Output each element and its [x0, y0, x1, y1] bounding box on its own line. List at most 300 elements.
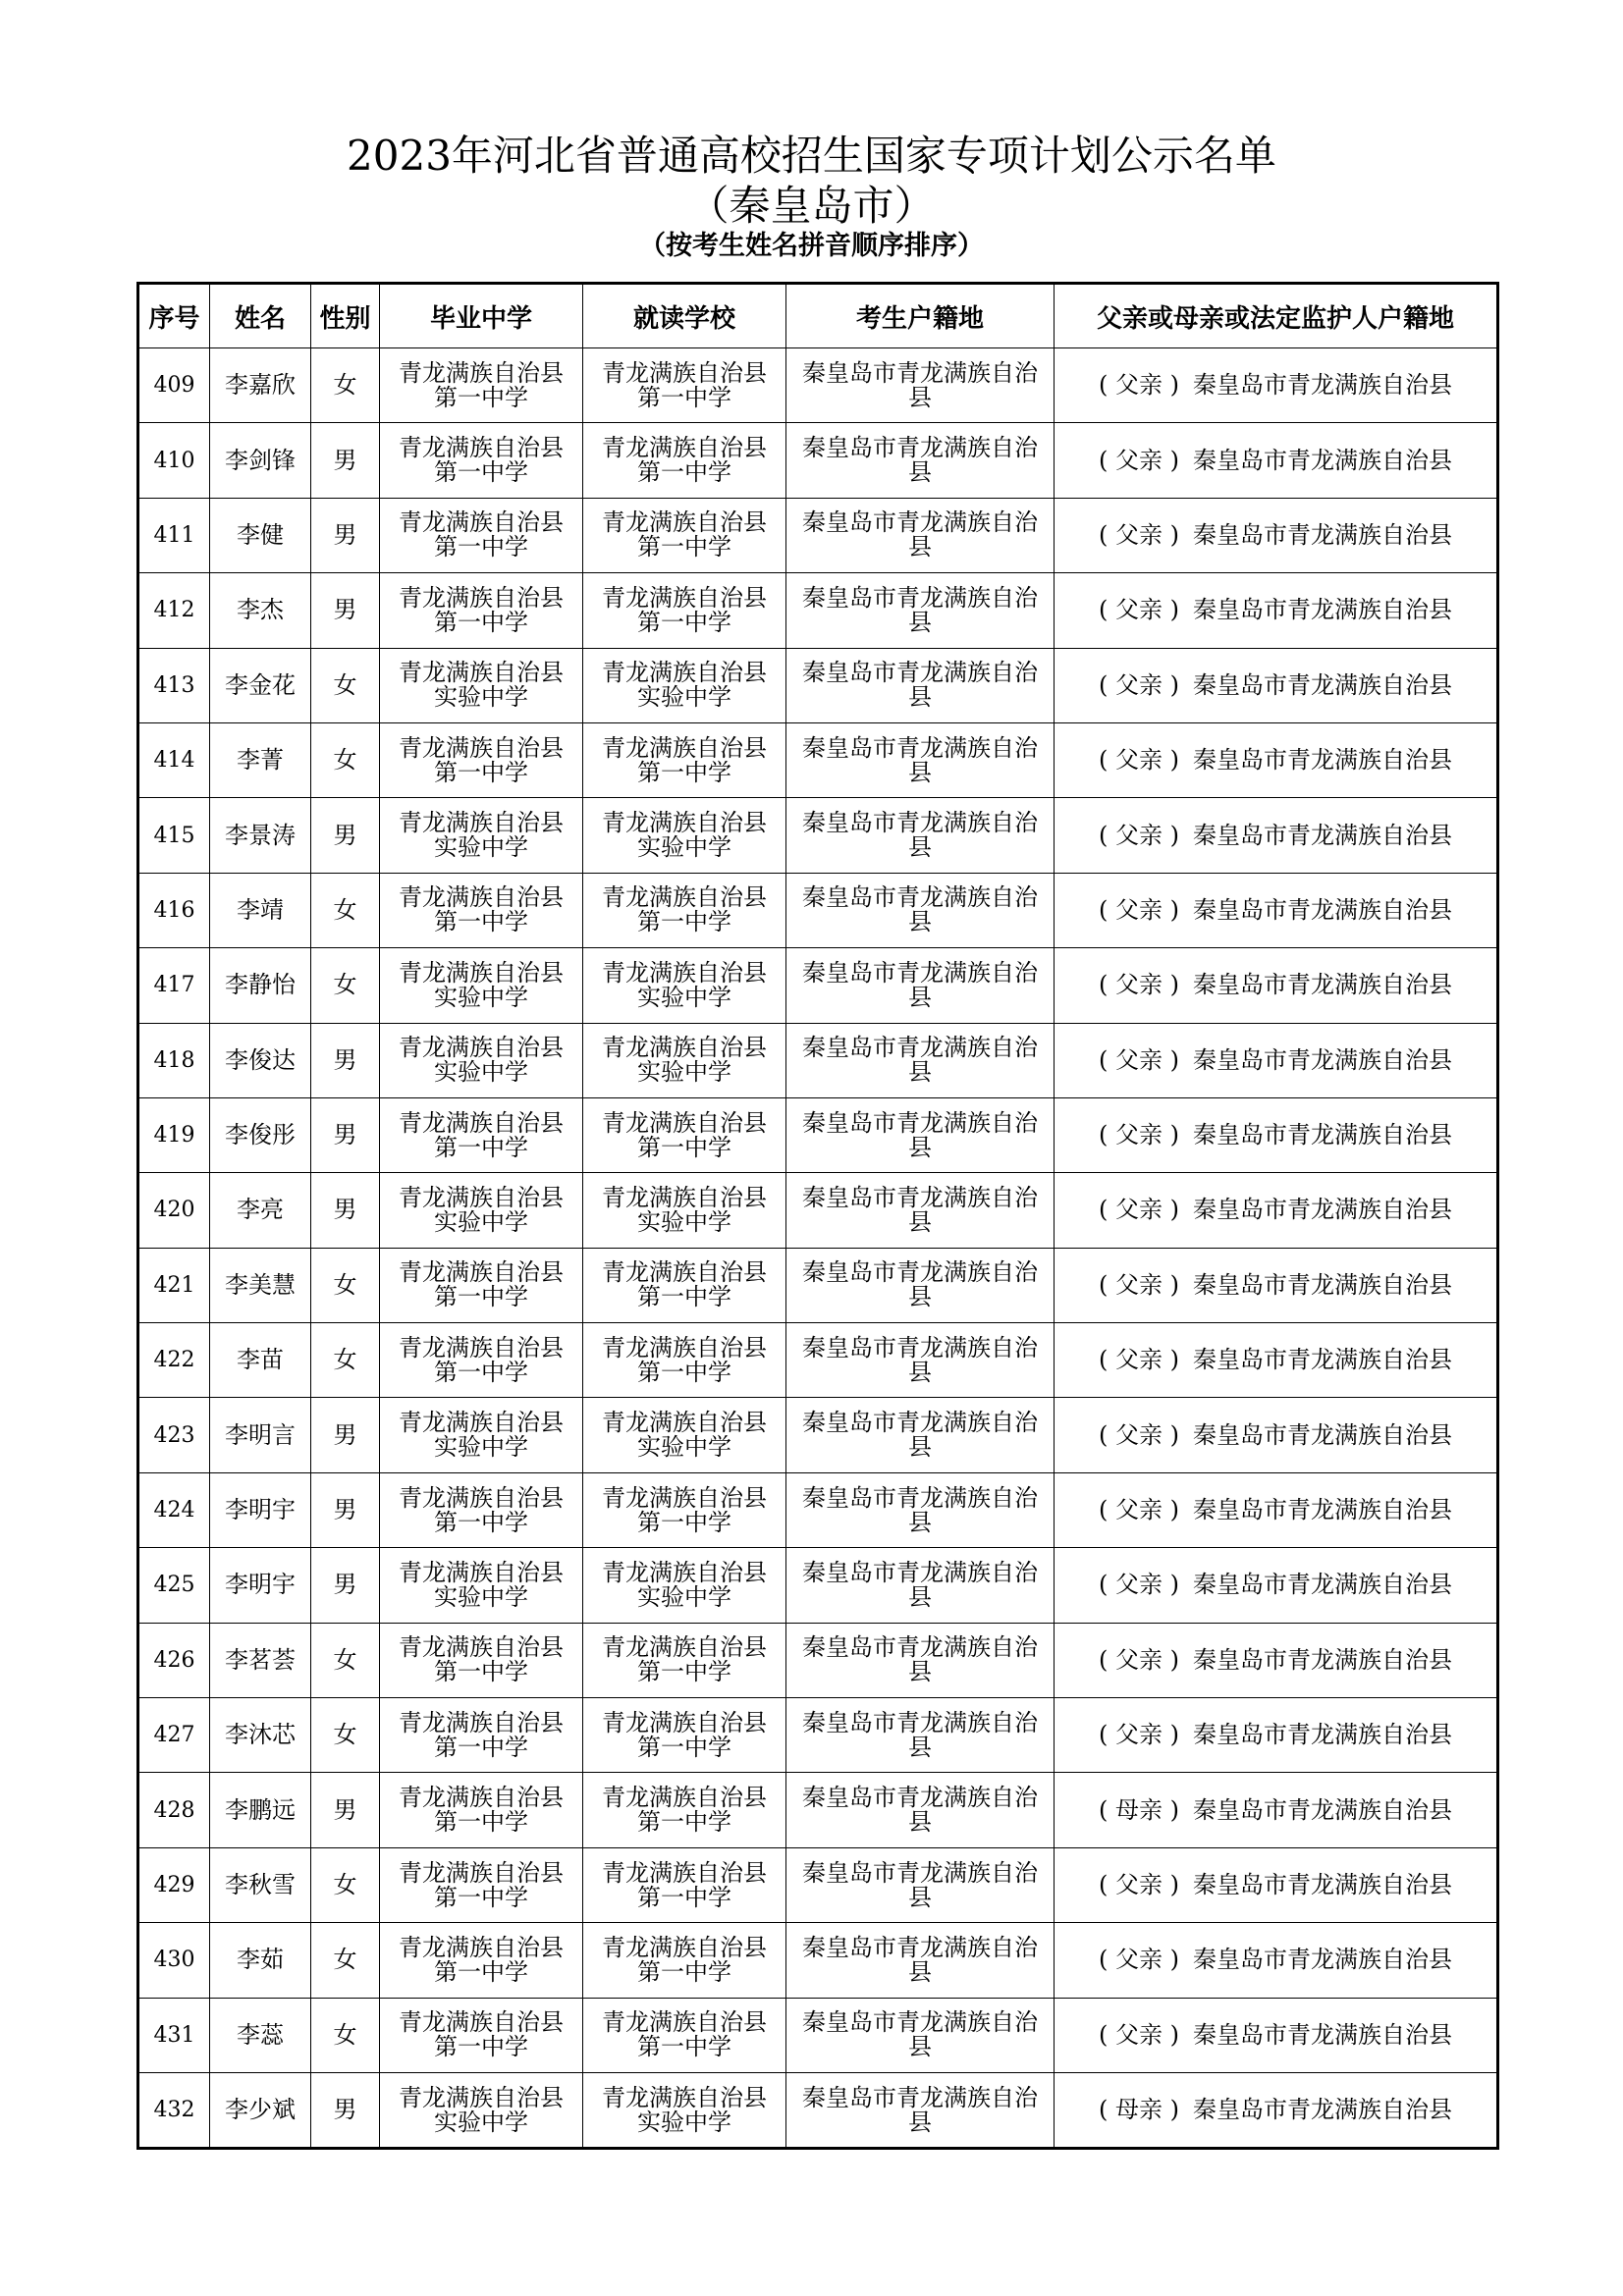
cell-seq: 419	[138, 1097, 210, 1172]
student-hukou-line2: 县	[908, 1058, 932, 1087]
current-school-line1: 青龙满族自治县	[602, 1258, 767, 1287]
cell-student-hukou	[786, 722, 1055, 797]
cell-student-hukou	[786, 1847, 1055, 1922]
cell-student-hukou	[786, 1698, 1055, 1773]
guardian-relation: 父亲	[1115, 1871, 1163, 1898]
current-school-line1: 青龙满族自治县	[602, 659, 767, 687]
cell-current-school	[583, 1698, 786, 1773]
graduation-school-line1: 青龙满族自治县	[399, 1483, 564, 1512]
guardian-hukou-place: 秦皇岛市青龙满族自治县	[1193, 1721, 1452, 1749]
current-school-line2: 第一中学	[637, 608, 731, 636]
graduation-school-line1: 青龙满族自治县	[399, 434, 564, 462]
graduation-school-line1: 青龙满族自治县	[399, 1558, 564, 1586]
student-hukou-line1: 秦皇岛市青龙满族自治	[802, 883, 1038, 912]
cell-seq: 423	[138, 1398, 210, 1472]
cell-graduation-school	[380, 1923, 583, 1998]
graduation-school-line2: 第一中学	[434, 608, 528, 636]
cell-seq: 426	[138, 1623, 210, 1697]
cell-seq: 413	[138, 648, 210, 722]
cell-graduation-school	[380, 1097, 583, 1172]
current-school-line1: 青龙满族自治县	[602, 1708, 767, 1736]
cell-name: 李少斌	[210, 2072, 311, 2148]
cell-graduation-school	[380, 1773, 583, 1847]
cell-current-school	[583, 1023, 786, 1097]
cell-graduation-school	[380, 798, 583, 873]
current-school-line1: 青龙满族自治县	[602, 883, 767, 912]
current-school-line1: 青龙满族自治县	[602, 1784, 767, 1812]
cell-student-hukou	[786, 2072, 1055, 2148]
current-school-line2: 第一中学	[637, 1658, 731, 1686]
cell-seq: 414	[138, 722, 210, 797]
cell-gender: 女	[311, 1248, 380, 1322]
cell-current-school	[583, 1398, 786, 1472]
guardian-hukou-place: 秦皇岛市青龙满族自治县	[1193, 2020, 1452, 2049]
current-school-line2: 实验中学	[637, 1433, 731, 1462]
cell-name: 李健	[210, 498, 311, 572]
cell-student-hukou	[786, 1998, 1055, 2072]
student-hukou-line1: 秦皇岛市青龙满族自治	[802, 809, 1038, 837]
cell-guardian-hukou: ( 父亲 ) 秦皇岛市青龙满族自治县	[1055, 1398, 1498, 1472]
student-hukou-line2: 县	[908, 383, 932, 411]
cell-graduation-school	[380, 2072, 583, 2148]
roster-table	[136, 282, 1499, 2150]
guardian-hukou-place: 秦皇岛市青龙满族自治县	[1193, 1946, 1452, 1974]
student-hukou-line2: 县	[908, 2033, 932, 2061]
cell-gender: 女	[311, 1623, 380, 1697]
guardian-relation: 父亲	[1115, 1721, 1163, 1749]
guardian-relation: 母亲	[1115, 2096, 1163, 2124]
table-row	[138, 1998, 1498, 2072]
guardian-relation: 父亲	[1115, 1045, 1163, 1074]
cell-current-school	[583, 722, 786, 797]
cell-seq: 416	[138, 873, 210, 947]
guardian-hukou-place: 秦皇岛市青龙满族自治县	[1193, 1645, 1452, 1674]
page-subtitle: （秦皇岛市）	[687, 182, 936, 230]
graduation-school-line1: 青龙满族自治县	[399, 659, 564, 687]
guardian-hukou-place: 秦皇岛市青龙满族自治县	[1193, 821, 1452, 849]
guardian-relation: 父亲	[1115, 1270, 1163, 1299]
cell-name: 李俊彤	[210, 1097, 311, 1172]
guardian-hukou-place: 秦皇岛市青龙满族自治县	[1193, 1045, 1452, 1074]
student-hukou-line1: 秦皇岛市青龙满族自治	[802, 733, 1038, 762]
cell-current-school	[583, 1998, 786, 2072]
current-school-line1: 青龙满族自治县	[602, 1108, 767, 1137]
graduation-school-line1: 青龙满族自治县	[399, 508, 564, 537]
cell-guardian-hukou: ( 父亲 ) 秦皇岛市青龙满族自治县	[1055, 348, 1498, 423]
guardian-relation: 父亲	[1115, 821, 1163, 849]
current-school-line1: 青龙满族自治县	[602, 1858, 767, 1887]
current-school-line2: 第一中学	[637, 383, 731, 411]
cell-name: 李杰	[210, 573, 311, 648]
table-row	[138, 348, 1498, 423]
current-school-line1: 青龙满族自治县	[602, 1633, 767, 1662]
current-school-line1: 青龙满族自治县	[602, 1183, 767, 1211]
graduation-school-line2: 实验中学	[434, 833, 528, 862]
cell-name: 李明宇	[210, 1472, 311, 1547]
table-row	[138, 1173, 1498, 1248]
header-name: 姓名	[210, 284, 311, 348]
graduation-school-line2: 第一中学	[434, 458, 528, 487]
student-hukou-line1: 秦皇岛市青龙满族自治	[802, 2083, 1038, 2111]
graduation-school-line2: 实验中学	[434, 1058, 528, 1087]
table-row	[138, 1248, 1498, 1322]
current-school-line1: 青龙满族自治县	[602, 2083, 767, 2111]
cell-guardian-hukou: ( 父亲 ) 秦皇岛市青龙满族自治县	[1055, 573, 1498, 648]
cell-gender: 男	[311, 798, 380, 873]
cell-guardian-hukou: ( 父亲 ) 秦皇岛市青龙满族自治县	[1055, 1248, 1498, 1322]
student-hukou-line1: 秦皇岛市青龙满族自治	[802, 1409, 1038, 1437]
cell-name: 李金花	[210, 648, 311, 722]
cell-student-hukou	[786, 1923, 1055, 1998]
cell-student-hukou	[786, 1023, 1055, 1097]
cell-name: 李苗	[210, 1323, 311, 1398]
student-hukou-line1: 秦皇岛市青龙满族自治	[802, 1784, 1038, 1812]
table-row	[138, 1623, 1498, 1697]
student-hukou-line2: 县	[908, 1133, 932, 1161]
graduation-school-line2: 第一中学	[434, 2033, 528, 2061]
cell-name: 李亮	[210, 1173, 311, 1248]
cell-seq: 420	[138, 1173, 210, 1248]
graduation-school-line1: 青龙满族自治县	[399, 1258, 564, 1287]
table-row	[138, 1548, 1498, 1623]
guardian-hukou-place: 秦皇岛市青龙满族自治县	[1193, 520, 1452, 549]
graduation-school-line1: 青龙满族自治县	[399, 883, 564, 912]
graduation-school-line1: 青龙满族自治县	[399, 583, 564, 612]
guardian-relation: 父亲	[1115, 1420, 1163, 1449]
student-hukou-line2: 县	[908, 1658, 932, 1686]
cell-graduation-school	[380, 1398, 583, 1472]
page-title: 2023年河北省普通高校招生国家专项计划公示名单	[347, 132, 1276, 180]
current-school-line1: 青龙满族自治县	[602, 1558, 767, 1586]
guardian-hukou-place: 秦皇岛市青龙满族自治县	[1193, 1346, 1452, 1374]
cell-gender: 女	[311, 1698, 380, 1773]
cell-student-hukou	[786, 1472, 1055, 1547]
student-hukou-line2: 县	[908, 833, 932, 862]
guardian-hukou-place: 秦皇岛市青龙满族自治县	[1193, 971, 1452, 999]
graduation-school-line2: 实验中学	[434, 1207, 528, 1236]
cell-graduation-school	[380, 873, 583, 947]
table-row	[138, 722, 1498, 797]
current-school-line2: 第一中学	[637, 908, 731, 936]
current-school-line2: 实验中学	[637, 1582, 731, 1611]
table-row	[138, 423, 1498, 498]
table-row	[138, 798, 1498, 873]
guardian-relation: 父亲	[1115, 971, 1163, 999]
cell-seq: 418	[138, 1023, 210, 1097]
cell-name: 李明言	[210, 1398, 311, 1472]
guardian-relation: 父亲	[1115, 1496, 1163, 1524]
table-row	[138, 1472, 1498, 1547]
guardian-hukou-place: 秦皇岛市青龙满族自治县	[1193, 895, 1452, 924]
cell-student-hukou	[786, 1097, 1055, 1172]
guardian-hukou-place: 秦皇岛市青龙满族自治县	[1193, 2096, 1452, 2124]
graduation-school-line1: 青龙满族自治县	[399, 1858, 564, 1887]
table-row	[138, 1923, 1498, 1998]
table-header-row	[138, 284, 1498, 348]
cell-seq: 425	[138, 1548, 210, 1623]
cell-graduation-school	[380, 1248, 583, 1322]
cell-student-hukou	[786, 798, 1055, 873]
cell-current-school	[583, 1472, 786, 1547]
guardian-hukou-place: 秦皇岛市青龙满族自治县	[1193, 1571, 1452, 1599]
student-hukou-line1: 秦皇岛市青龙满族自治	[802, 1858, 1038, 1887]
guardian-hukou-place: 秦皇岛市青龙满族自治县	[1193, 1795, 1452, 1824]
cell-graduation-school	[380, 1023, 583, 1097]
current-school-line2: 第一中学	[637, 1957, 731, 1986]
current-school-line1: 青龙满族自治县	[602, 733, 767, 762]
cell-name: 李剑锋	[210, 423, 311, 498]
cell-seq: 428	[138, 1773, 210, 1847]
cell-name: 李茗荟	[210, 1623, 311, 1697]
current-school-line2: 第一中学	[637, 1133, 731, 1161]
table-body	[138, 348, 1498, 2149]
cell-name: 李景涛	[210, 798, 311, 873]
guardian-hukou-place: 秦皇岛市青龙满族自治县	[1193, 1420, 1452, 1449]
current-school-line1: 青龙满族自治县	[602, 358, 767, 387]
cell-seq: 412	[138, 573, 210, 648]
table-row	[138, 1847, 1498, 1922]
cell-seq: 427	[138, 1698, 210, 1773]
cell-current-school	[583, 1623, 786, 1697]
cell-seq: 411	[138, 498, 210, 572]
graduation-school-line1: 青龙满族自治县	[399, 733, 564, 762]
cell-guardian-hukou: ( 父亲 ) 秦皇岛市青龙满族自治县	[1055, 1023, 1498, 1097]
graduation-school-line2: 第一中学	[434, 1658, 528, 1686]
current-school-line2: 第一中学	[637, 1733, 731, 1761]
cell-gender: 男	[311, 1023, 380, 1097]
guardian-hukou-place: 秦皇岛市青龙满族自治县	[1193, 371, 1452, 400]
current-school-line2: 第一中学	[637, 2033, 731, 2061]
cell-guardian-hukou: ( 父亲 ) 秦皇岛市青龙满族自治县	[1055, 1847, 1498, 1922]
cell-student-hukou	[786, 573, 1055, 648]
cell-name: 李靖	[210, 873, 311, 947]
table-row	[138, 2072, 1498, 2148]
graduation-school-line2: 第一中学	[434, 1808, 528, 1837]
graduation-school-line1: 青龙满族自治县	[399, 1108, 564, 1137]
cell-student-hukou	[786, 423, 1055, 498]
cell-guardian-hukou: ( 父亲 ) 秦皇岛市青龙满族自治县	[1055, 1698, 1498, 1773]
cell-graduation-school	[380, 722, 583, 797]
cell-guardian-hukou: ( 父亲 ) 秦皇岛市青龙满族自治县	[1055, 873, 1498, 947]
student-hukou-line2: 县	[908, 533, 932, 561]
table-row	[138, 873, 1498, 947]
cell-graduation-school	[380, 948, 583, 1023]
cell-gender: 男	[311, 1398, 380, 1472]
graduation-school-line2: 实验中学	[434, 683, 528, 712]
student-hukou-line1: 秦皇岛市青龙满族自治	[802, 1034, 1038, 1062]
guardian-relation: 父亲	[1115, 1946, 1163, 1974]
cell-student-hukou	[786, 948, 1055, 1023]
cell-gender: 男	[311, 2072, 380, 2148]
cell-guardian-hukou: ( 父亲 ) 秦皇岛市青龙满族自治县	[1055, 722, 1498, 797]
graduation-school-line1: 青龙满族自治县	[399, 1708, 564, 1736]
cell-graduation-school	[380, 1173, 583, 1248]
cell-student-hukou	[786, 1773, 1055, 1847]
cell-current-school	[583, 948, 786, 1023]
student-hukou-line1: 秦皇岛市青龙满族自治	[802, 958, 1038, 987]
student-hukou-line2: 县	[908, 1582, 932, 1611]
cell-seq: 421	[138, 1248, 210, 1322]
current-school-line2: 第一中学	[637, 1808, 731, 1837]
cell-gender: 男	[311, 1173, 380, 1248]
student-hukou-line2: 县	[908, 458, 932, 487]
current-school-line1: 青龙满族自治县	[602, 583, 767, 612]
cell-seq: 432	[138, 2072, 210, 2148]
guardian-relation: 父亲	[1115, 746, 1163, 774]
table-row	[138, 1398, 1498, 1472]
cell-graduation-school	[380, 1472, 583, 1547]
guardian-hukou-place: 秦皇岛市青龙满族自治县	[1193, 746, 1452, 774]
guardian-relation: 父亲	[1115, 596, 1163, 624]
current-school-line1: 青龙满族自治县	[602, 1933, 767, 1961]
current-school-line2: 第一中学	[637, 458, 731, 487]
cell-name: 李茹	[210, 1923, 311, 1998]
student-hukou-line1: 秦皇岛市青龙满族自治	[802, 1933, 1038, 1961]
graduation-school-line2: 第一中学	[434, 758, 528, 786]
cell-current-school	[583, 348, 786, 423]
cell-guardian-hukou: ( 父亲 ) 秦皇岛市青龙满族自治县	[1055, 1623, 1498, 1697]
student-hukou-line1: 秦皇岛市青龙满族自治	[802, 508, 1038, 537]
student-hukou-line2: 县	[908, 1808, 932, 1837]
student-hukou-line2: 县	[908, 1508, 932, 1536]
cell-gender: 男	[311, 573, 380, 648]
cell-gender: 男	[311, 1097, 380, 1172]
guardian-hukou-place: 秦皇岛市青龙满族自治县	[1193, 1871, 1452, 1898]
cell-gender: 女	[311, 1998, 380, 2072]
current-school-line1: 青龙满族自治县	[602, 1034, 767, 1062]
cell-student-hukou	[786, 348, 1055, 423]
cell-gender: 女	[311, 348, 380, 423]
table-row	[138, 1023, 1498, 1097]
guardian-hukou-place: 秦皇岛市青龙满族自治县	[1193, 596, 1452, 624]
student-hukou-line2: 县	[908, 1283, 932, 1311]
cell-name: 李美慧	[210, 1248, 311, 1322]
cell-graduation-school	[380, 348, 583, 423]
cell-name: 李俊达	[210, 1023, 311, 1097]
graduation-school-line2: 第一中学	[434, 383, 528, 411]
cell-student-hukou	[786, 1398, 1055, 1472]
graduation-school-line2: 实验中学	[434, 1433, 528, 1462]
guardian-hukou-place: 秦皇岛市青龙满族自治县	[1193, 1121, 1452, 1149]
cell-graduation-school	[380, 1623, 583, 1697]
cell-gender: 男	[311, 1773, 380, 1847]
student-hukou-line1: 秦皇岛市青龙满族自治	[802, 358, 1038, 387]
current-school-line2: 第一中学	[637, 1283, 731, 1311]
cell-name: 李蕊	[210, 1998, 311, 2072]
guardian-hukou-place: 秦皇岛市青龙满族自治县	[1193, 446, 1452, 474]
header-seq: 序号	[138, 284, 210, 348]
graduation-school-line2: 第一中学	[434, 1358, 528, 1386]
cell-seq: 415	[138, 798, 210, 873]
graduation-school-line1: 青龙满族自治县	[399, 2083, 564, 2111]
cell-gender: 女	[311, 873, 380, 947]
graduation-school-line1: 青龙满族自治县	[399, 809, 564, 837]
cell-gender: 女	[311, 1923, 380, 1998]
guardian-hukou-place: 秦皇岛市青龙满族自治县	[1193, 670, 1452, 699]
cell-seq: 409	[138, 348, 210, 423]
current-school-line2: 实验中学	[637, 683, 731, 712]
student-hukou-line2: 县	[908, 983, 932, 1011]
cell-current-school	[583, 1173, 786, 1248]
guardian-relation: 父亲	[1115, 670, 1163, 699]
cell-guardian-hukou: ( 父亲 ) 秦皇岛市青龙满族自治县	[1055, 1097, 1498, 1172]
student-hukou-line2: 县	[908, 1883, 932, 1911]
cell-graduation-school	[380, 498, 583, 572]
graduation-school-line2: 第一中学	[434, 1133, 528, 1161]
cell-guardian-hukou: ( 父亲 ) 秦皇岛市青龙满族自治县	[1055, 1173, 1498, 1248]
cell-guardian-hukou: ( 父亲 ) 秦皇岛市青龙满族自治县	[1055, 1548, 1498, 1623]
graduation-school-line2: 第一中学	[434, 1883, 528, 1911]
cell-current-school	[583, 1248, 786, 1322]
cell-student-hukou	[786, 1173, 1055, 1248]
cell-current-school	[583, 1323, 786, 1398]
header-student-hukou: 考生户籍地	[786, 284, 1055, 348]
student-hukou-line1: 秦皇岛市青龙满族自治	[802, 1483, 1038, 1512]
cell-current-school	[583, 1847, 786, 1922]
table-row	[138, 948, 1498, 1023]
current-school-line2: 第一中学	[637, 1883, 731, 1911]
guardian-hukou-place: 秦皇岛市青龙满族自治县	[1193, 1196, 1452, 1224]
cell-name: 李明宇	[210, 1548, 311, 1623]
graduation-school-line1: 青龙满族自治县	[399, 1183, 564, 1211]
cell-current-school	[583, 873, 786, 947]
cell-guardian-hukou: ( 父亲 ) 秦皇岛市青龙满族自治县	[1055, 1323, 1498, 1398]
cell-graduation-school	[380, 648, 583, 722]
student-hukou-line1: 秦皇岛市青龙满族自治	[802, 2008, 1038, 2037]
graduation-school-line1: 青龙满族自治县	[399, 1784, 564, 1812]
student-hukou-line2: 县	[908, 1733, 932, 1761]
table-row	[138, 1773, 1498, 1847]
cell-graduation-school	[380, 1323, 583, 1398]
graduation-school-line1: 青龙满族自治县	[399, 358, 564, 387]
cell-graduation-school	[380, 423, 583, 498]
cell-name: 李菁	[210, 722, 311, 797]
graduation-school-line1: 青龙满族自治县	[399, 2008, 564, 2037]
student-hukou-line1: 秦皇岛市青龙满族自治	[802, 1633, 1038, 1662]
cell-guardian-hukou: ( 母亲 ) 秦皇岛市青龙满族自治县	[1055, 1773, 1498, 1847]
cell-seq: 431	[138, 1998, 210, 2072]
guardian-relation: 父亲	[1115, 446, 1163, 474]
cell-name: 李静怡	[210, 948, 311, 1023]
guardian-relation: 父亲	[1115, 1571, 1163, 1599]
cell-current-school	[583, 798, 786, 873]
current-school-line1: 青龙满族自治县	[602, 1409, 767, 1437]
cell-guardian-hukou: ( 父亲 ) 秦皇岛市青龙满族自治县	[1055, 498, 1498, 572]
graduation-school-line2: 实验中学	[434, 1582, 528, 1611]
student-hukou-line2: 县	[908, 683, 932, 712]
cell-guardian-hukou: ( 父亲 ) 秦皇岛市青龙满族自治县	[1055, 423, 1498, 498]
graduation-school-line1: 青龙满族自治县	[399, 1034, 564, 1062]
cell-student-hukou	[786, 498, 1055, 572]
cell-graduation-school	[380, 1847, 583, 1922]
cell-graduation-school	[380, 1548, 583, 1623]
cell-seq: 422	[138, 1323, 210, 1398]
header-gender: 性别	[311, 284, 380, 348]
student-hukou-line2: 县	[908, 608, 932, 636]
cell-guardian-hukou: ( 父亲 ) 秦皇岛市青龙满族自治县	[1055, 798, 1498, 873]
cell-seq: 430	[138, 1923, 210, 1998]
cell-name: 李嘉欣	[210, 348, 311, 423]
guardian-relation: 父亲	[1115, 1121, 1163, 1149]
current-school-line2: 实验中学	[637, 983, 731, 1011]
student-hukou-line2: 县	[908, 758, 932, 786]
current-school-line2: 实验中学	[637, 2108, 731, 2136]
guardian-relation: 父亲	[1115, 1346, 1163, 1374]
cell-student-hukou	[786, 1623, 1055, 1697]
student-hukou-line2: 县	[908, 1207, 932, 1236]
cell-gender: 男	[311, 423, 380, 498]
cell-name: 李沐芯	[210, 1698, 311, 1773]
